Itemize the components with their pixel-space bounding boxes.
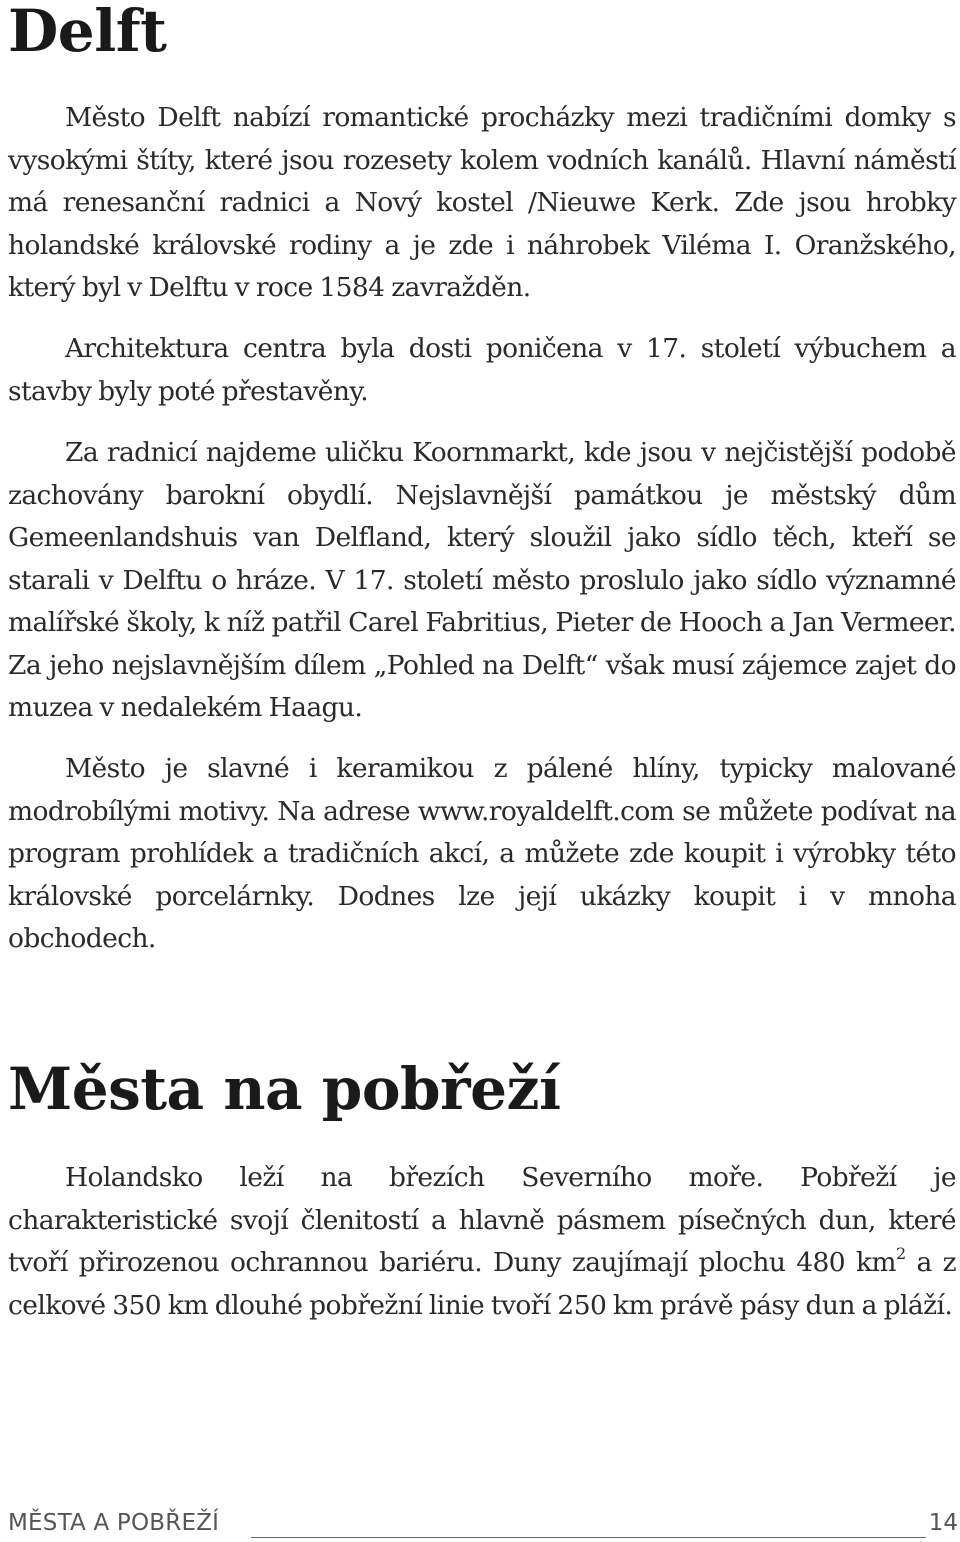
page-number: 14 [928, 1510, 958, 1536]
paragraph-delft-koornmarkt: Za radnicí najdeme uličku Koornmarkt, kde jsou v nejčistější podobě zachovány barokní obydlí. Nejslavnější památkou je městský dům Gemeenlandshuis van Delfland, který sloužil jako sídlo těch, kteří se starali v Delftu o hráze. V 17. století město proslulo jako sídlo významné malířské školy, k níž patřil Carel Fabritius, Pieter de Hooch a Jan Vermeer. Za jeho nejslavnějším dílem „Pohled na Delft“ však musí zájemce zajet do muzea v nedalekém Haagu. [8, 437, 956, 723]
paragraph-coast [8, 1157, 956, 1327]
paragraph-delft-ceramics: Město je slavné i keramikou z pálené hlíny, typicky malované modrobílými motivy. Na adrese www.royaldelft.com se můžete podívat na program prohlídek a tradičních akcí, a můžete zde koupit i výrobky této královské porcelárnky. Dodnes lze její ukázky koupit i v mnoha obchodech. [8, 753, 956, 954]
footer-section-title: MĚSTA A POBŘEŽÍ [8, 1510, 220, 1536]
paragraph-coast-text: Holandsko leží na březích Severního moře. Pobřeží je charakteristické svojí členitostí a hlavně pásmem písečných dun, které tvoří přirozenou ochrannou bariéru. Duny zaujímají plochu 480 km [8, 1162, 956, 1278]
section-heading-coast: Města na pobřeží [8, 1055, 561, 1123]
superscript-squared: 2 [895, 1244, 906, 1263]
paragraph-delft-architecture: Architektura centra byla dosti poničena v 17. století výbuchem a stavby byly poté přestavěny. [8, 333, 956, 407]
paragraph-delft-intro: Město Delft nabízí romantické procházky mezi tradičními domky s vysokými štíty, které jsou rozesety kolem vodních kanálů. Hlavní náměstí má renesanční radnici a Nový kostel /Nieuwe Kerk. Zde jsou hrobky holandské královské rodiny a je zde i náhrobek Viléma I. Oranžského, který byl v Delftu v roce 1584 zavražděn. [8, 102, 956, 303]
paragraph-coast-text-end: a z celkové 350 km dlouhé pobřežní linie tvoří 250 km právě pásy dun a pláží. [8, 1247, 956, 1321]
section-heading-delft: Delft [8, 0, 167, 65]
footer-divider-line [251, 1537, 926, 1538]
page-footer [8, 1510, 960, 1542]
